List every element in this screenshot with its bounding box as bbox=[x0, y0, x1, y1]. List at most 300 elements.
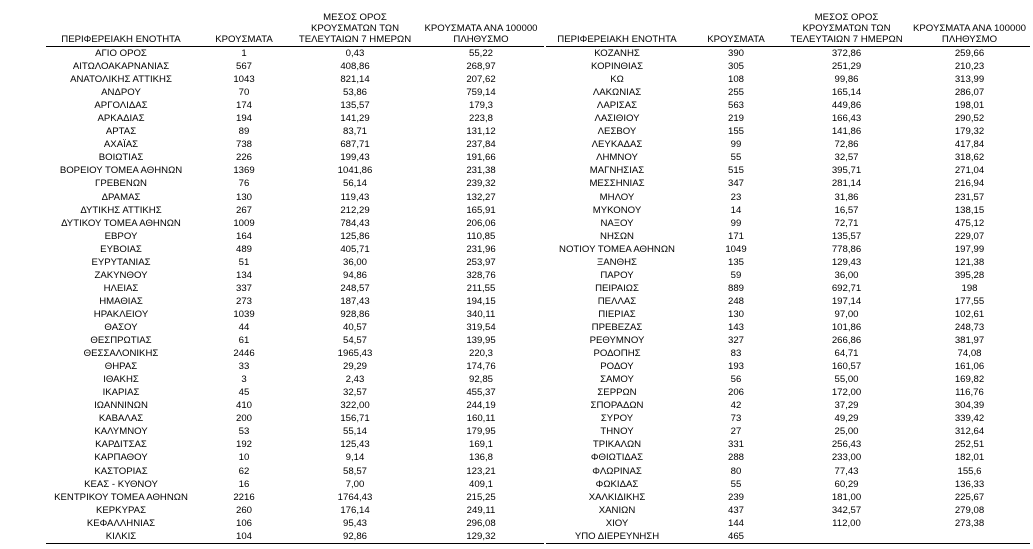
per-100k-cell: 194,15 bbox=[466, 295, 496, 307]
avg-7day-cell: 72,71 bbox=[834, 217, 859, 229]
region-cell: ΑΧΑΪΑΣ bbox=[103, 139, 139, 151]
avg-7day-cell: 112,00 bbox=[832, 517, 861, 529]
avg-7day-cell: 29,29 bbox=[342, 361, 367, 373]
region-cell: ΧΑΛΚΙΔΙΚΗΣ bbox=[588, 491, 646, 503]
table-row bbox=[46, 491, 544, 504]
cases-cell: 2446 bbox=[233, 348, 255, 360]
region-cell: ΙΩΑΝΝΙΝΩΝ bbox=[94, 400, 148, 412]
cases-cell: 89 bbox=[238, 126, 250, 138]
table-row bbox=[46, 425, 544, 438]
cases-cell: 55 bbox=[730, 152, 742, 164]
avg-7day-cell: 248,57 bbox=[340, 282, 370, 294]
avg-7day-cell: 36,00 bbox=[834, 269, 859, 281]
avg-7day-cell: 181,00 bbox=[831, 491, 862, 503]
table-row bbox=[46, 86, 544, 99]
table-row bbox=[546, 269, 1030, 282]
table-row bbox=[546, 491, 1030, 504]
avg-7day-cell: 56,14 bbox=[342, 178, 367, 190]
avg-7day-cell: 9,14 bbox=[345, 452, 365, 464]
region-cell: ΒΟΡΕΙΟΥ ΤΟΜΕΑ ΑΘΗΝΩΝ bbox=[59, 165, 183, 177]
per-100k-cell: 252,51 bbox=[954, 439, 985, 451]
cases-cell: 267 bbox=[235, 204, 252, 216]
table-row bbox=[546, 125, 1030, 138]
cases-cell: 347 bbox=[727, 178, 744, 190]
per-100k-cell: 286,07 bbox=[954, 87, 985, 99]
table-row bbox=[546, 217, 1030, 230]
table-row bbox=[46, 530, 544, 543]
cases-cell: 1049 bbox=[725, 243, 747, 255]
region-cell: ΔΡΑΜΑΣ bbox=[101, 191, 141, 203]
per-100k-cell bbox=[909, 530, 1030, 543]
region-cell: ΘΗΡΑΣ bbox=[104, 361, 138, 373]
cases-cell: 489 bbox=[235, 243, 252, 255]
header-cases: ΚΡΟΥΣΜΑΤΑ bbox=[707, 34, 765, 45]
cases-cell: 327 bbox=[727, 335, 744, 347]
table-row bbox=[46, 243, 544, 256]
region-cell: ΕΥΡΥΤΑΝΙΑΣ bbox=[91, 256, 151, 268]
avg-7day-cell: 135,57 bbox=[831, 230, 862, 242]
per-100k-cell: 279,08 bbox=[954, 504, 985, 516]
per-100k-cell: 417,84 bbox=[954, 139, 985, 151]
per-100k-cell: 160,11 bbox=[466, 413, 496, 425]
table-row bbox=[46, 360, 544, 373]
avg-7day-cell: 2,43 bbox=[345, 374, 365, 386]
table-row bbox=[46, 230, 544, 243]
avg-7day-cell: 53,86 bbox=[342, 87, 367, 99]
table-row bbox=[46, 321, 544, 334]
per-100k-cell: 759,14 bbox=[466, 87, 496, 99]
cases-cell: 219 bbox=[727, 113, 744, 125]
avg-7day-cell: 25,00 bbox=[834, 426, 859, 438]
cases-cell: 226 bbox=[235, 152, 252, 164]
per-100k-cell: 165,91 bbox=[466, 204, 496, 216]
cases-cell: 155 bbox=[727, 126, 744, 138]
region-cell: ΚΕΡΚΥΡΑΣ bbox=[95, 504, 146, 516]
cases-cell: 83 bbox=[730, 348, 742, 360]
avg-7day-cell: 119,43 bbox=[340, 191, 370, 203]
region-cell: ΜΥΚΟΝΟΥ bbox=[592, 204, 642, 216]
cases-cell: 248 bbox=[727, 295, 744, 307]
region-cell: ΙΘΑΚΗΣ bbox=[103, 374, 139, 386]
table-row bbox=[46, 112, 544, 125]
region-cell: ΙΚΑΡΙΑΣ bbox=[102, 387, 140, 399]
table-row bbox=[546, 504, 1030, 517]
cases-cell: 56 bbox=[730, 374, 742, 386]
per-100k-cell: 248,73 bbox=[954, 321, 985, 333]
avg-7day-cell: 342,57 bbox=[831, 504, 862, 516]
avg-7day-cell: 165,14 bbox=[831, 87, 862, 99]
avg-7day-cell: 251,29 bbox=[831, 61, 862, 73]
region-cell: ΗΛΕΙΑΣ bbox=[103, 282, 139, 294]
avg-7day-cell: 16,57 bbox=[834, 204, 859, 216]
avg-7day-cell: 197,14 bbox=[831, 295, 862, 307]
left-table bbox=[46, 0, 544, 543]
per-100k-cell: 169,82 bbox=[954, 374, 985, 386]
per-100k-cell: 249,11 bbox=[466, 504, 496, 516]
per-100k-cell: 155,6 bbox=[957, 465, 982, 477]
region-cell: ΕΥΒΟΙΑΣ bbox=[100, 243, 142, 255]
per-100k-cell: 110,85 bbox=[466, 230, 496, 242]
table-row bbox=[46, 412, 544, 425]
region-cell: ΚΟΡΙΝΘΙΑΣ bbox=[590, 61, 644, 73]
table-row bbox=[546, 517, 1030, 530]
region-cell: ΚΑΣΤΟΡΙΑΣ bbox=[94, 465, 148, 477]
table-row bbox=[46, 386, 544, 399]
cases-cell: 239 bbox=[727, 491, 744, 503]
cases-cell: 200 bbox=[235, 413, 252, 425]
cases-cell: 104 bbox=[235, 530, 252, 542]
per-100k-cell: 211,55 bbox=[466, 282, 496, 294]
table-row bbox=[46, 204, 544, 217]
per-100k-cell: 231,96 bbox=[466, 243, 496, 255]
cases-cell: 337 bbox=[235, 282, 252, 294]
region-cell: ΡΕΘΥΜΝΟΥ bbox=[589, 335, 645, 347]
table-row bbox=[546, 191, 1030, 204]
avg-7day-cell: 233,00 bbox=[831, 452, 862, 464]
cases-cell: 3 bbox=[241, 374, 247, 386]
region-cell: ΜΑΓΝΗΣΙΑΣ bbox=[589, 165, 645, 177]
per-100k-cell: 169,1 bbox=[468, 439, 493, 451]
table-row bbox=[546, 425, 1030, 438]
cases-cell: 135 bbox=[727, 256, 744, 268]
cases-cell: 889 bbox=[727, 282, 744, 294]
per-100k-cell: 339,42 bbox=[954, 413, 985, 425]
per-100k-cell: 268,97 bbox=[466, 61, 496, 73]
table-row bbox=[546, 451, 1030, 464]
avg-7day-cell: 36,00 bbox=[342, 256, 367, 268]
avg-7day-cell: 692,71 bbox=[831, 282, 862, 294]
region-cell: ΑΡΚΑΔΙΑΣ bbox=[97, 113, 145, 125]
region-cell: ΚΑΛΥΜΝΟΥ bbox=[94, 426, 148, 438]
table-row bbox=[546, 243, 1030, 256]
cases-cell: 1009 bbox=[233, 217, 255, 229]
region-cell: ΑΓΙΟ ΟΡΟΣ bbox=[95, 48, 147, 59]
avg-7day-cell: 72,86 bbox=[834, 139, 859, 151]
table-row bbox=[546, 399, 1030, 412]
avg-7day-cell: 784,43 bbox=[340, 217, 370, 229]
region-cell: ΛΑΣΙΘΙΟΥ bbox=[594, 113, 640, 125]
per-100k-cell: 225,67 bbox=[954, 491, 985, 503]
table-row bbox=[46, 47, 544, 60]
region-cell: ΓΡΕΒΕΝΩΝ bbox=[95, 178, 147, 190]
cases-cell: 144 bbox=[727, 517, 744, 529]
region-cell: ΤΗΝΟΥ bbox=[600, 426, 634, 438]
table-row bbox=[46, 164, 544, 177]
per-100k-cell: 395,28 bbox=[954, 269, 985, 281]
region-cell: ΣΕΡΡΩΝ bbox=[597, 387, 637, 399]
avg-7day-cell: 125,43 bbox=[340, 439, 370, 451]
per-100k-cell: 328,76 bbox=[466, 269, 496, 281]
per-100k-cell: 102,61 bbox=[954, 308, 985, 320]
table-row bbox=[546, 386, 1030, 399]
avg-7day-cell: 141,29 bbox=[340, 113, 370, 125]
table-row bbox=[546, 86, 1030, 99]
region-cell: ΡΟΔΟΠΗΣ bbox=[593, 348, 641, 360]
region-cell: ΕΒΡΟΥ bbox=[104, 230, 138, 242]
avg-7day-cell: 95,43 bbox=[342, 517, 367, 529]
table-row bbox=[46, 177, 544, 190]
avg-7day-cell: 156,71 bbox=[340, 413, 370, 425]
per-100k-cell: 231,57 bbox=[954, 191, 985, 203]
per-100k-cell: 182,01 bbox=[954, 452, 985, 464]
avg-7day-cell: 32,57 bbox=[342, 387, 367, 399]
region-cell: ΝΑΞΟΥ bbox=[600, 217, 634, 229]
cases-cell: 2216 bbox=[233, 491, 255, 503]
per-100k-cell: 191,66 bbox=[466, 152, 496, 164]
region-cell: ΚΙΛΚΙΣ bbox=[105, 530, 137, 542]
avg-7day-cell bbox=[784, 530, 909, 543]
region-cell: ΤΡΙΚΑΛΩΝ bbox=[592, 439, 642, 451]
avg-7day-cell: 172,00 bbox=[831, 387, 862, 399]
avg-7day-cell: 322,00 bbox=[340, 400, 370, 412]
region-cell: ΛΑΡΙΣΑΣ bbox=[596, 100, 638, 112]
per-100k-cell: 253,97 bbox=[466, 256, 496, 268]
cases-cell: 23 bbox=[730, 191, 742, 203]
cases-cell: 563 bbox=[727, 100, 744, 112]
table-row bbox=[546, 308, 1030, 321]
region-cell: ΝΗΣΩΝ bbox=[600, 230, 634, 242]
per-100k-cell: 475,12 bbox=[954, 217, 985, 229]
cases-cell: 99 bbox=[730, 139, 742, 151]
cases-cell: 51 bbox=[238, 256, 250, 268]
region-cell: ΑΡΤΑΣ bbox=[105, 126, 137, 138]
region-cell: ΚΩ bbox=[610, 74, 624, 86]
avg-7day-cell: 129,43 bbox=[831, 256, 862, 268]
region-cell: ΜΗΛΟΥ bbox=[599, 191, 635, 203]
avg-7day-cell: 212,29 bbox=[340, 204, 370, 216]
per-100k-cell: 215,25 bbox=[466, 491, 496, 503]
header-cases: ΚΡΟΥΣΜΑΤΑ bbox=[215, 34, 273, 45]
cases-cell: 193 bbox=[727, 361, 744, 373]
cases-cell: 192 bbox=[235, 439, 252, 451]
table-row bbox=[546, 334, 1030, 347]
table-row bbox=[546, 99, 1030, 112]
avg-7day-cell: 49,29 bbox=[834, 413, 859, 425]
avg-7day-cell: 54,57 bbox=[342, 335, 367, 347]
cases-cell: 410 bbox=[235, 400, 252, 412]
table-row bbox=[546, 412, 1030, 425]
per-100k-cell: 216,94 bbox=[954, 178, 985, 190]
cases-cell: 194 bbox=[235, 113, 252, 125]
region-cell: ΛΗΜΝΟΥ bbox=[596, 152, 638, 164]
avg-7day-cell: 60,29 bbox=[834, 478, 859, 490]
cases-cell: 130 bbox=[727, 308, 744, 320]
table-row bbox=[546, 478, 1030, 491]
cases-cell: 255 bbox=[727, 87, 744, 99]
cases-cell: 174 bbox=[235, 100, 252, 112]
avg-7day-cell: 32,57 bbox=[834, 152, 859, 164]
table-row bbox=[46, 60, 544, 73]
region-cell: ΚΑΒΑΛΑΣ bbox=[98, 413, 144, 425]
header-7day-average: ΜΕΣΟΣ ΟΡΟΣ ΚΡΟΥΣΜΑΤΩΝ ΤΩΝ ΤΕΛΕΥΤΑΙΩΝ 7 ΗΜΕΡΩΝ bbox=[298, 12, 412, 45]
region-cell: ΧΙΟΥ bbox=[605, 517, 629, 529]
region-cell: ΚΕΦΑΛΛΗΝΙΑΣ bbox=[86, 517, 156, 529]
cases-cell: 206 bbox=[727, 387, 744, 399]
per-100k-cell: 123,21 bbox=[466, 465, 496, 477]
avg-7day-cell: 0,43 bbox=[345, 48, 365, 59]
table-row bbox=[546, 138, 1030, 151]
cases-cell: 76 bbox=[238, 178, 250, 190]
per-100k-cell: 174,76 bbox=[466, 361, 496, 373]
region-cell: ΚΑΡΠΑΘΟΥ bbox=[94, 452, 148, 464]
table-row bbox=[46, 478, 544, 491]
per-100k-cell: 220,3 bbox=[468, 348, 493, 360]
per-100k-cell: 206,06 bbox=[466, 217, 496, 229]
table-row bbox=[46, 73, 544, 86]
table-row bbox=[46, 399, 544, 412]
per-100k-cell: 271,04 bbox=[954, 165, 985, 177]
avg-7day-cell: 55,14 bbox=[342, 426, 367, 438]
avg-7day-cell: 77,43 bbox=[834, 465, 859, 477]
header-7day-average: ΜΕΣΟΣ ΟΡΟΣ ΚΡΟΥΣΜΑΤΩΝ ΤΩΝ ΤΕΛΕΥΤΑΙΩΝ 7 ΗΜΕΡΩΝ bbox=[790, 12, 903, 45]
per-100k-cell: 136,33 bbox=[954, 478, 985, 490]
per-100k-cell: 138,15 bbox=[954, 204, 985, 216]
per-100k-cell: 237,84 bbox=[466, 139, 496, 151]
table-row bbox=[46, 308, 544, 321]
cases-cell: 59 bbox=[730, 269, 742, 281]
region-cell: ΦΛΩΡΙΝΑΣ bbox=[592, 465, 642, 477]
per-100k-cell: 296,08 bbox=[466, 517, 496, 529]
table-row bbox=[46, 373, 544, 386]
per-100k-cell: 198 bbox=[961, 282, 978, 294]
table-row bbox=[546, 73, 1030, 86]
region-cell: ΔΥΤΙΚΟΥ ΤΟΜΕΑ ΑΘΗΝΩΝ bbox=[61, 217, 181, 229]
table-row bbox=[46, 217, 544, 230]
avg-7day-cell: 58,57 bbox=[342, 465, 367, 477]
region-cell: ΣΠΟΡΑΔΩΝ bbox=[590, 400, 644, 412]
region-cell: ΘΑΣΟΥ bbox=[104, 321, 138, 333]
table-row bbox=[546, 230, 1030, 243]
per-100k-cell: 290,52 bbox=[954, 113, 985, 125]
cases-cell: 27 bbox=[730, 426, 742, 438]
avg-7day-cell: 408,86 bbox=[340, 61, 370, 73]
region-cell: ΣΥΡΟΥ bbox=[600, 413, 634, 425]
cases-cell: 305 bbox=[727, 61, 744, 73]
avg-7day-cell: 199,43 bbox=[340, 152, 370, 164]
table-row bbox=[546, 47, 1030, 60]
avg-7day-cell: 135,57 bbox=[340, 100, 370, 112]
region-cell: ΑΝΑΤΟΛΙΚΗΣ ΑΤΤΙΚΗΣ bbox=[70, 74, 172, 86]
table-row bbox=[46, 517, 544, 530]
region-cell: ΞΑΝΘΗΣ bbox=[597, 256, 637, 268]
cases-cell: 45 bbox=[238, 387, 250, 399]
region-cell: ΦΘΙΩΤΙΔΑΣ bbox=[590, 452, 644, 464]
cases-cell: 465 bbox=[727, 530, 744, 542]
table-row bbox=[546, 530, 1030, 543]
cases-cell: 164 bbox=[235, 230, 252, 242]
region-cell: ΥΠΟ ΔΙΕΡΕΥΝΗΣΗ bbox=[574, 530, 660, 542]
avg-7day-cell: 99,86 bbox=[834, 74, 859, 86]
avg-7day-cell: 395,71 bbox=[831, 165, 862, 177]
avg-7day-cell: 405,71 bbox=[340, 243, 370, 255]
avg-7day-cell: 1041,86 bbox=[337, 165, 373, 177]
cases-cell: 130 bbox=[235, 191, 252, 203]
region-cell: ΛΑΚΩΝΙΑΣ bbox=[592, 87, 642, 99]
region-cell: ΔΥΤΙΚΗΣ ΑΤΤΙΚΗΣ bbox=[80, 204, 162, 216]
cases-cell: 437 bbox=[727, 504, 744, 516]
region-cell: ΠΕΛΛΑΣ bbox=[597, 295, 637, 307]
avg-7day-cell: 256,43 bbox=[831, 439, 862, 451]
table-row bbox=[546, 164, 1030, 177]
table-row bbox=[546, 112, 1030, 125]
per-100k-cell: 74,08 bbox=[957, 348, 982, 360]
per-100k-cell: 381,97 bbox=[954, 335, 985, 347]
avg-7day-cell: 778,86 bbox=[831, 243, 862, 255]
cases-cell: 42 bbox=[730, 400, 742, 412]
table-row bbox=[46, 438, 544, 451]
cases-cell: 106 bbox=[235, 517, 252, 529]
per-100k-cell: 231,38 bbox=[466, 165, 496, 177]
avg-7day-cell: 176,14 bbox=[340, 504, 370, 516]
avg-7day-cell: 1965,43 bbox=[337, 348, 373, 360]
region-cell: ΧΑΝΙΩΝ bbox=[598, 504, 636, 516]
region-cell: ΚΟΖΑΝΗΣ bbox=[594, 48, 640, 59]
region-cell: ΣΑΜΟΥ bbox=[600, 374, 634, 386]
table-row bbox=[46, 451, 544, 464]
per-100k-cell: 319,54 bbox=[466, 321, 496, 333]
per-100k-cell: 409,1 bbox=[468, 478, 493, 490]
table-row bbox=[546, 256, 1030, 269]
avg-7day-cell: 166,43 bbox=[831, 113, 862, 125]
region-cell: ΑΝΔΡΟΥ bbox=[101, 87, 141, 99]
cases-cell: 61 bbox=[238, 335, 250, 347]
avg-7day-cell: 101,86 bbox=[831, 321, 862, 333]
table-row bbox=[546, 204, 1030, 217]
cases-cell: 44 bbox=[238, 321, 250, 333]
table-row bbox=[46, 269, 544, 282]
table-row bbox=[46, 99, 544, 112]
cases-cell: 515 bbox=[727, 165, 744, 177]
cases-cell: 260 bbox=[235, 504, 252, 516]
cases-cell: 53 bbox=[238, 426, 250, 438]
region-cell: ΠΑΡΟΥ bbox=[600, 269, 634, 281]
left-bottom-border bbox=[46, 543, 544, 544]
table-row bbox=[46, 151, 544, 164]
region-cell: ΗΜΑΘΙΑΣ bbox=[99, 295, 143, 307]
per-100k-cell: 136,8 bbox=[468, 452, 493, 464]
avg-7day-cell: 92,86 bbox=[342, 530, 367, 542]
per-100k-cell: 121,38 bbox=[954, 256, 985, 268]
avg-7day-cell: 187,43 bbox=[340, 295, 370, 307]
per-100k-cell: 179,95 bbox=[466, 426, 496, 438]
region-cell: ΑΡΓΟΛΙΔΑΣ bbox=[94, 100, 148, 112]
per-100k-cell: 229,07 bbox=[954, 230, 985, 242]
cases-cell: 14 bbox=[730, 204, 742, 216]
region-cell: ΚΑΡΔΙΤΣΑΣ bbox=[95, 439, 147, 451]
cases-cell: 10 bbox=[238, 452, 250, 464]
region-cell: ΝΟΤΙΟΥ ΤΟΜΕΑ ΑΘΗΝΩΝ bbox=[559, 243, 675, 255]
avg-7day-cell: 266,86 bbox=[831, 335, 862, 347]
region-cell: ΜΕΣΣΗΝΙΑΣ bbox=[589, 178, 645, 190]
region-cell: ΦΩΚΙΔΑΣ bbox=[595, 478, 639, 490]
table-row bbox=[546, 465, 1030, 478]
right-rows bbox=[546, 47, 1030, 543]
cases-cell: 108 bbox=[727, 74, 744, 86]
per-100k-cell: 304,39 bbox=[954, 400, 985, 412]
table-row bbox=[46, 295, 544, 308]
per-100k-cell: 131,12 bbox=[466, 126, 496, 138]
avg-7day-cell: 94,86 bbox=[342, 269, 367, 281]
region-cell: ΠΙΕΡΙΑΣ bbox=[598, 308, 636, 320]
table-row bbox=[546, 177, 1030, 190]
per-100k-cell: 239,32 bbox=[466, 178, 496, 190]
table-row bbox=[46, 191, 544, 204]
header-cases-per-100k: ΚΡΟΥΣΜΑΤΑ ΑΝΑ 100000 ΠΛΗΘΥΣΜΟ bbox=[424, 23, 538, 45]
cases-cell: 1369 bbox=[233, 165, 255, 177]
per-100k-cell: 129,32 bbox=[466, 530, 496, 542]
avg-7day-cell: 449,86 bbox=[831, 100, 862, 112]
per-100k-cell: 197,99 bbox=[954, 243, 985, 255]
